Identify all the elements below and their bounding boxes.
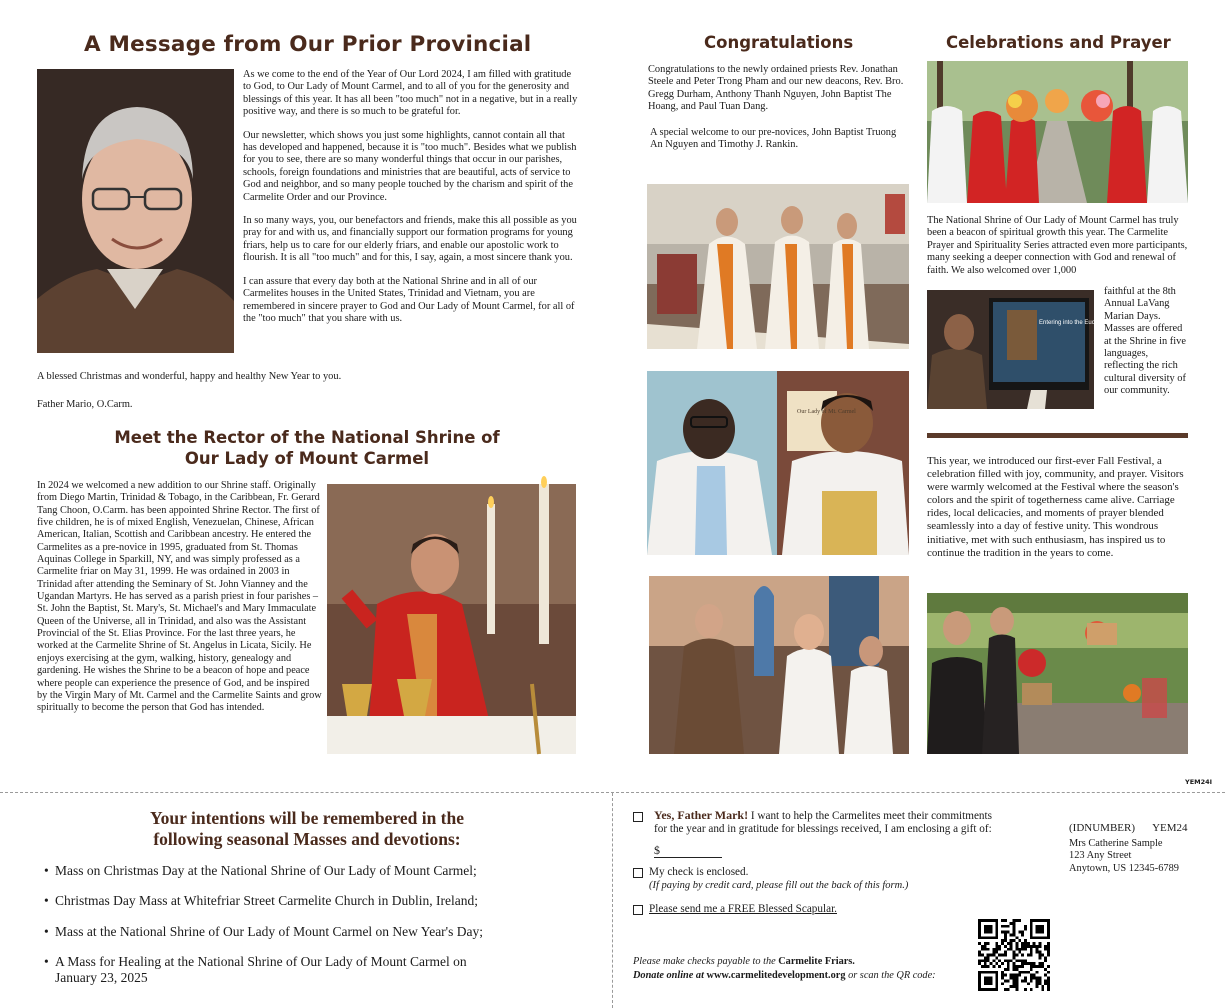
yes-label: I want to help the Carmelites meet their commitments	[750, 810, 992, 822]
prior-provincial-portrait	[37, 69, 234, 353]
recipient-city: Anytown, US 12345-6789	[1069, 862, 1179, 874]
rector-title	[37, 427, 577, 469]
celebrations-title: Celebrations and Prayer	[946, 33, 1171, 52]
donate-url[interactable]: www.carmelitedevelopment.org	[706, 970, 846, 981]
intention-item: • Mass on Christmas Day at the National Shrine of Our Lady of Mount Carmel;	[44, 863, 477, 878]
recipient-name: Mrs Catherine Sample	[1069, 837, 1163, 849]
two-priests-photo	[647, 371, 909, 555]
flower-procession-photo	[927, 61, 1188, 203]
congrats-paragraph: A special welcome to our pre-novices, John Baptist Truong An Nguyen and Timothy J. Rankin.	[650, 126, 897, 151]
message-paragraph: I can assure that every day both at the National Shrine and in all of our Carmelites houses in the United States, Trinidad and Vietnam, you are remembered in sincere prayer to God and Our Lady of Mount Carmel, for all of the "too much" that you share with us.	[243, 275, 575, 324]
congrats-paragraph: Congratulations to the newly ordained priests Rev. Jonathan Steele and Peter Trong Pham and our new deacons, Rev. Bro. Gregg Durham, Anthony Thanh Nguyen, John Baptist The Hoang, and Paul Tuan Dang.	[648, 64, 904, 113]
intention-item: • A Mass for Healing at the National Shrine of Our Lady of Mount Carmel on January 23, 2025	[44, 954, 467, 985]
message-body	[243, 69, 579, 336]
yes-label-line2: for the year and in gratitude for blessings received, I am enclosing a gift of:	[654, 823, 992, 835]
form-code: YEM24I	[1185, 778, 1213, 786]
fall-festival-photo	[927, 593, 1188, 754]
rector-mass-photo	[327, 484, 576, 754]
ordination-photo	[647, 184, 909, 349]
donation-qr-code[interactable]	[978, 919, 1050, 991]
bullet-icon: •	[44, 893, 49, 908]
intention-item: • Mass at the National Shrine of Our Lady of Mount Carmel on New Year's Day;	[44, 924, 483, 939]
rector-bio: In 2024 we welcomed a new addition to our Shrine staff. Originally from Diego Martin, Trinidad & Tobago, in the Caribbean, Fr. Gerard Tang Choon, O.Carm. has been appointed Shrine Rector. The first of five children, he is of mixed English, Venezuelan, Chinese, African American, Italian, Scottish and Caribbean ancestry. He entered the Carmelites as a pre-novice in 1995, graduated from St. Thomas Aquinas College in Sparkill, NY, and was simply professed as a Carmelite friar on May 31, 1999. He was ordained in 2003 in Trinidad after attending the Seminary of St. John Vianney and the Ugandan Martyrs. He has served as a parish priest in four parishes – St. John the Baptist, St. Mary's, St. Michael's and Mary Immaculate Queen of the Universe, all in Trinidad, and also was the Assistant Provincial of the St. Elias Province. For the last three years, he worked at the Carmelite Shrine of St. Angelus in Licata, Sicily. He enjoys exercising at the gym, walking, history, genealogy and gardening. He wishes the Shrine to be a beacon of hope and peace where people can experience the presence of God, and be inspired by the Virgin Mary of Mt. Carmel and the Carmelite Saints and grow spiritually to become the person that God has intended.	[37, 480, 322, 714]
payable-name: Carmelite Friars.	[778, 956, 855, 967]
message-title: A Message from Our Prior Provincial	[84, 32, 532, 57]
id-number-label: (IDNUMBER)	[1069, 822, 1135, 834]
yes-checkbox[interactable]	[633, 812, 643, 822]
rector-title-line2: Our Lady of Mount Carmel	[184, 449, 430, 468]
scapular-checkbox[interactable]	[633, 905, 643, 915]
intention-item: • Christmas Day Mass at Whitefriar Street Carmelite Church in Dublin, Ireland;	[44, 893, 479, 908]
bullet-icon: •	[44, 863, 49, 878]
yes-bold-label: Yes, Father Mark!	[654, 808, 749, 822]
message-closing: A blessed Christmas and wonderful, happy and healthy New Year to you.	[37, 371, 342, 382]
shrine-sign-text: Our Lady of Mt. Carmel	[797, 409, 856, 415]
yes-line	[654, 809, 1054, 836]
credit-card-note: (If paying by credit card, please fill out the back of this form.)	[649, 880, 909, 891]
intentions-title	[37, 808, 577, 850]
intentions-title-line1: Your intentions will be remembered in the	[149, 808, 465, 828]
celebrations-paragraph-1b: faithful at the 8th Annual LaVang Marian Days. Masses are offered at the Shrine in five languages, reflecting the rich cultural diversity of our community.	[1104, 286, 1186, 397]
rector-title-line1: Meet the Rector of the National Shrine of	[114, 428, 500, 447]
congrats-body	[648, 64, 910, 162]
congrats-title: Congratulations	[704, 33, 854, 52]
dollar-sign: $	[654, 843, 660, 857]
check-enclosed-checkbox[interactable]	[633, 868, 643, 878]
celebrations-paragraph-2: This year, we introduced our first-ever Fall Festival, a celebration filled with joy, community, and prayer. Visitors were warmly welcomed at the Festival where the season's colors and the spirit of togetherness came alive. Carriage rides, local delicacies, and moments of prayer blended seamlessly into a day of festive unity. This wondrous initiative, met with such enthusiasm, has inspired us to continue the tradition in the years to come.	[927, 455, 1184, 559]
celebrations-paragraph-1: The National Shrine of Our Lady of Mount Carmel has truly been a beacon of spiritual growth this year. The Carmelite Prayer and Spirituality Series attracted even more participants, many seeking a deeper connection with God and renewal of faith. We also welcomed over 1,000	[927, 215, 1188, 276]
message-signature: Father Mario, O.Carm.	[37, 399, 133, 410]
screen-text: Entering into the Eucharistic Prayer	[1039, 320, 1134, 326]
payable-prefix: Please make checks payable to the	[633, 956, 776, 967]
section-divider	[927, 433, 1188, 438]
donate-prefix: Donate online at	[633, 970, 704, 981]
address-code: YEM24	[1152, 822, 1188, 834]
gift-amount-field[interactable]	[654, 843, 722, 858]
payable-note	[633, 955, 936, 983]
cut-line-vertical	[612, 793, 613, 1008]
check-enclosed-label: My check is enclosed.	[649, 866, 749, 878]
recipient-street: 123 Any Street	[1069, 850, 1132, 861]
prayer-series-photo	[927, 290, 1134, 409]
scapular-request-label[interactable]: Please send me a FREE Blessed Scapular.	[649, 903, 837, 915]
donate-suffix: or scan the QR code:	[848, 970, 936, 981]
intentions-title-line2: following seasonal Masses and devotions:	[153, 829, 461, 849]
bullet-icon: •	[44, 924, 49, 939]
message-paragraph: In so many ways, you, our benefactors and friends, make this all possible as you pray for and with us, and financially support our formation programs for young friars, help us to care for our elderly friars, and enable our apostolic work to flourish. It is all "too much" and for this, I say, again, a most sincere thank you.	[243, 215, 577, 264]
bullet-icon: •	[44, 954, 49, 969]
scapular-ceremony-photo	[649, 576, 909, 754]
message-paragraph: As we come to the end of the Year of Our Lord 2024, I am filled with gratitude to God, to Our Lady of Mount Carmel, and to all of you for the generosity and blessings of this year. It has all been "too much" not in a negative, but in a really positive way, and there is so much to be grateful for.	[243, 69, 578, 118]
address-block	[1069, 822, 1188, 875]
message-paragraph: Our newsletter, which shows you just some highlights, cannot contain all that has developed and happened, because it is "too much". Besides what we publish for you to see, there are so many wonderful things that occur in our parishes, schools, foreign foundations and ministries that are beautiful, acts of service to God and neighbor, and so many people touched by the charism and spirit of the Carmelite Order and our Province.	[243, 129, 577, 203]
id-line	[1069, 822, 1188, 835]
